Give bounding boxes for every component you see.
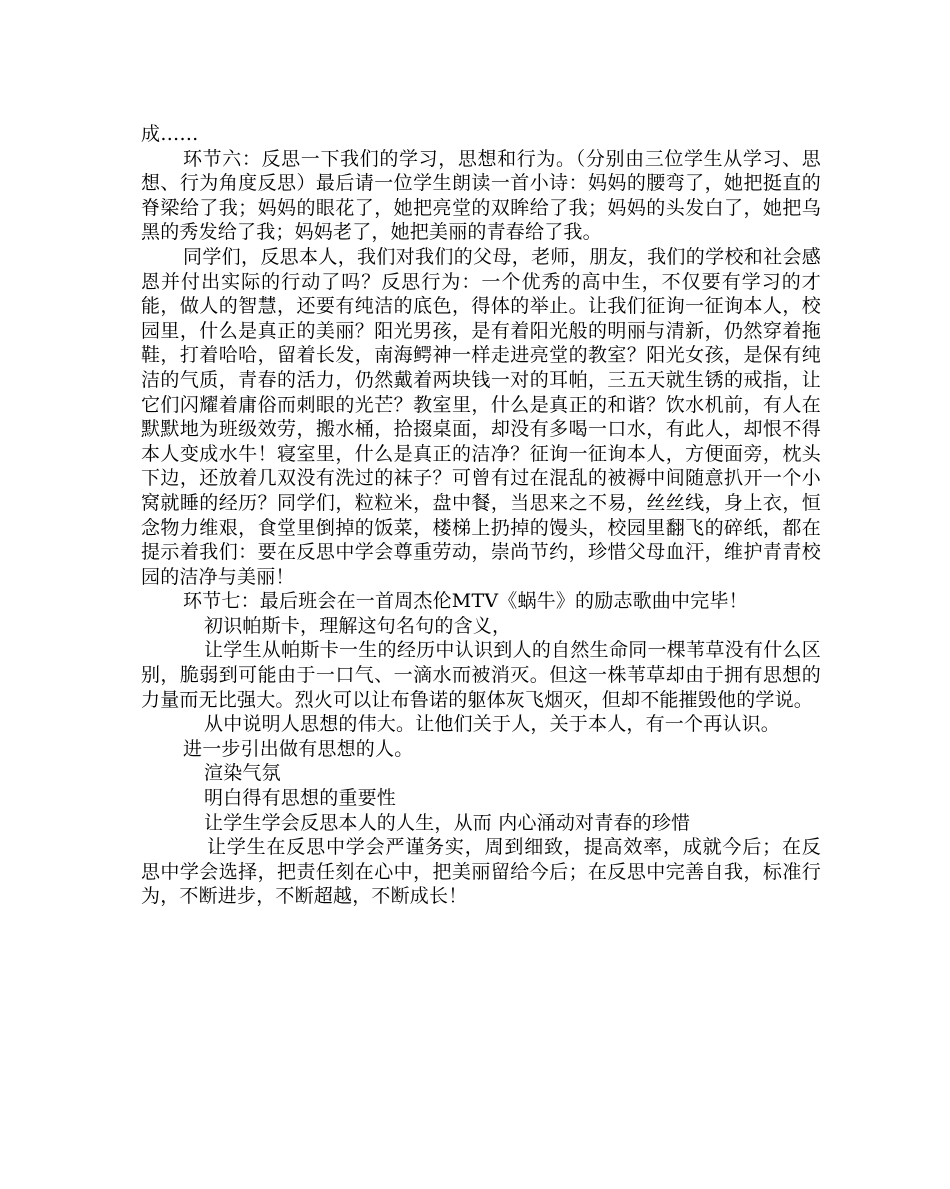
paragraph-cherish-youth: 让学生学会反思本人的人生，从而 内心涌动对青春的珍惜 <box>204 811 691 834</box>
paragraph-pascal-reed: 让学生从帕斯卡一生的经历中认识到人的自然生命同一棵苇草没有什么区别，脆弱到可能由于一口气、一滴水而被消灭。但这一株苇草却由于拥有思想的力量而无比强大。烈火可以让布鲁诺的躯体灰飞烟灭，但却不能摧毁他的学说。 <box>141 639 821 711</box>
paragraph-thinker: 进一步引出做有思想的人。 <box>183 737 414 760</box>
paragraph-pascal-intro: 初识帕斯卡，理解这句名句的含义， <box>204 614 512 637</box>
paragraph-conclusion: 让学生在反思中学会严谨务实，周到细致，提高效率，成就今后；在反思中学会选择，把责任刻在心中，把美丽留给今后；在反思中完善自我，标准行为，不断进步，不断超越，不断成长！ <box>141 836 821 908</box>
paragraph-reflection: 同学们，反思本人，我们对我们的父母，老师，朋友，我们的学校和社会感恩并付出实际的行动了吗？反思行为：一个优秀的高中生，不仅要有学习的才能，做人的智慧，还要有纯洁的底色，得体的举止。让我们征询一征询本人，校园里，什么是真正的美丽？阳光男孩，是有着阳光般的明丽与清新，仍然穿着拖鞋，打着哈哈，留着长发，南海鳄神一样走进亮堂的教室？阳光女孩，是保有纯洁的气质，青春的活力，仍然戴着两块钱一对的耳帕，三五天就生锈的戒指，让它们闪耀着庸俗而刺眼的光芒？教室里，什么是真正的和谐？饮水机前，有人在默默地为班级效劳，搬水桶，拾掇桌面，却没有多喝一口水，有此人，却恨不得本人变成水牛！寝室里，什么是真正的洁净？征询一征询本人，方便面旁，枕头下边，还放着几双没有洗过的袜子？可曾有过在混乱的被褥中间随意扒开一个小窝就睡的经历？同学们，粒粒米，盘中餐，当思来之不易，丝丝线，身上衣，恒念物力维艰，食堂里倒掉的饭菜，楼梯上扔掉的馒头，校园里翻飞的碎纸，都在提示着我们：要在反思中学会尊重劳动，崇尚节约，珍惜父母血汗，维护青青校园的洁净与美丽！ <box>141 245 821 588</box>
paragraph-greatness: 从中说明人思想的伟大。让他们关于人，关于本人，有一个再认识。 <box>204 713 781 736</box>
document-body <box>141 122 821 909</box>
paragraph-continuation: 成…… <box>141 123 199 145</box>
paragraph-step-six: 环节六：反思一下我们的学习，思想和行为。（分别由三位学生从学习、思想、行为角度反思）最后请一位学生朗读一首小诗：妈妈的腰弯了，她把挺直的脊梁给了我；妈妈的眼花了，她把亮堂的双眸给了我；妈妈的头发白了，她把乌黑的秀发给了我；妈妈老了，她把美丽的青春给了我。 <box>141 147 821 244</box>
paragraph-step-seven: 环节七：最后班会在一首周杰伦MTV《蜗牛》的励志歌曲中完毕！ <box>183 590 748 613</box>
paragraph-atmosphere: 渲染气氛 <box>204 762 281 785</box>
paragraph-importance: 明白得有思想的重要性 <box>204 787 397 810</box>
